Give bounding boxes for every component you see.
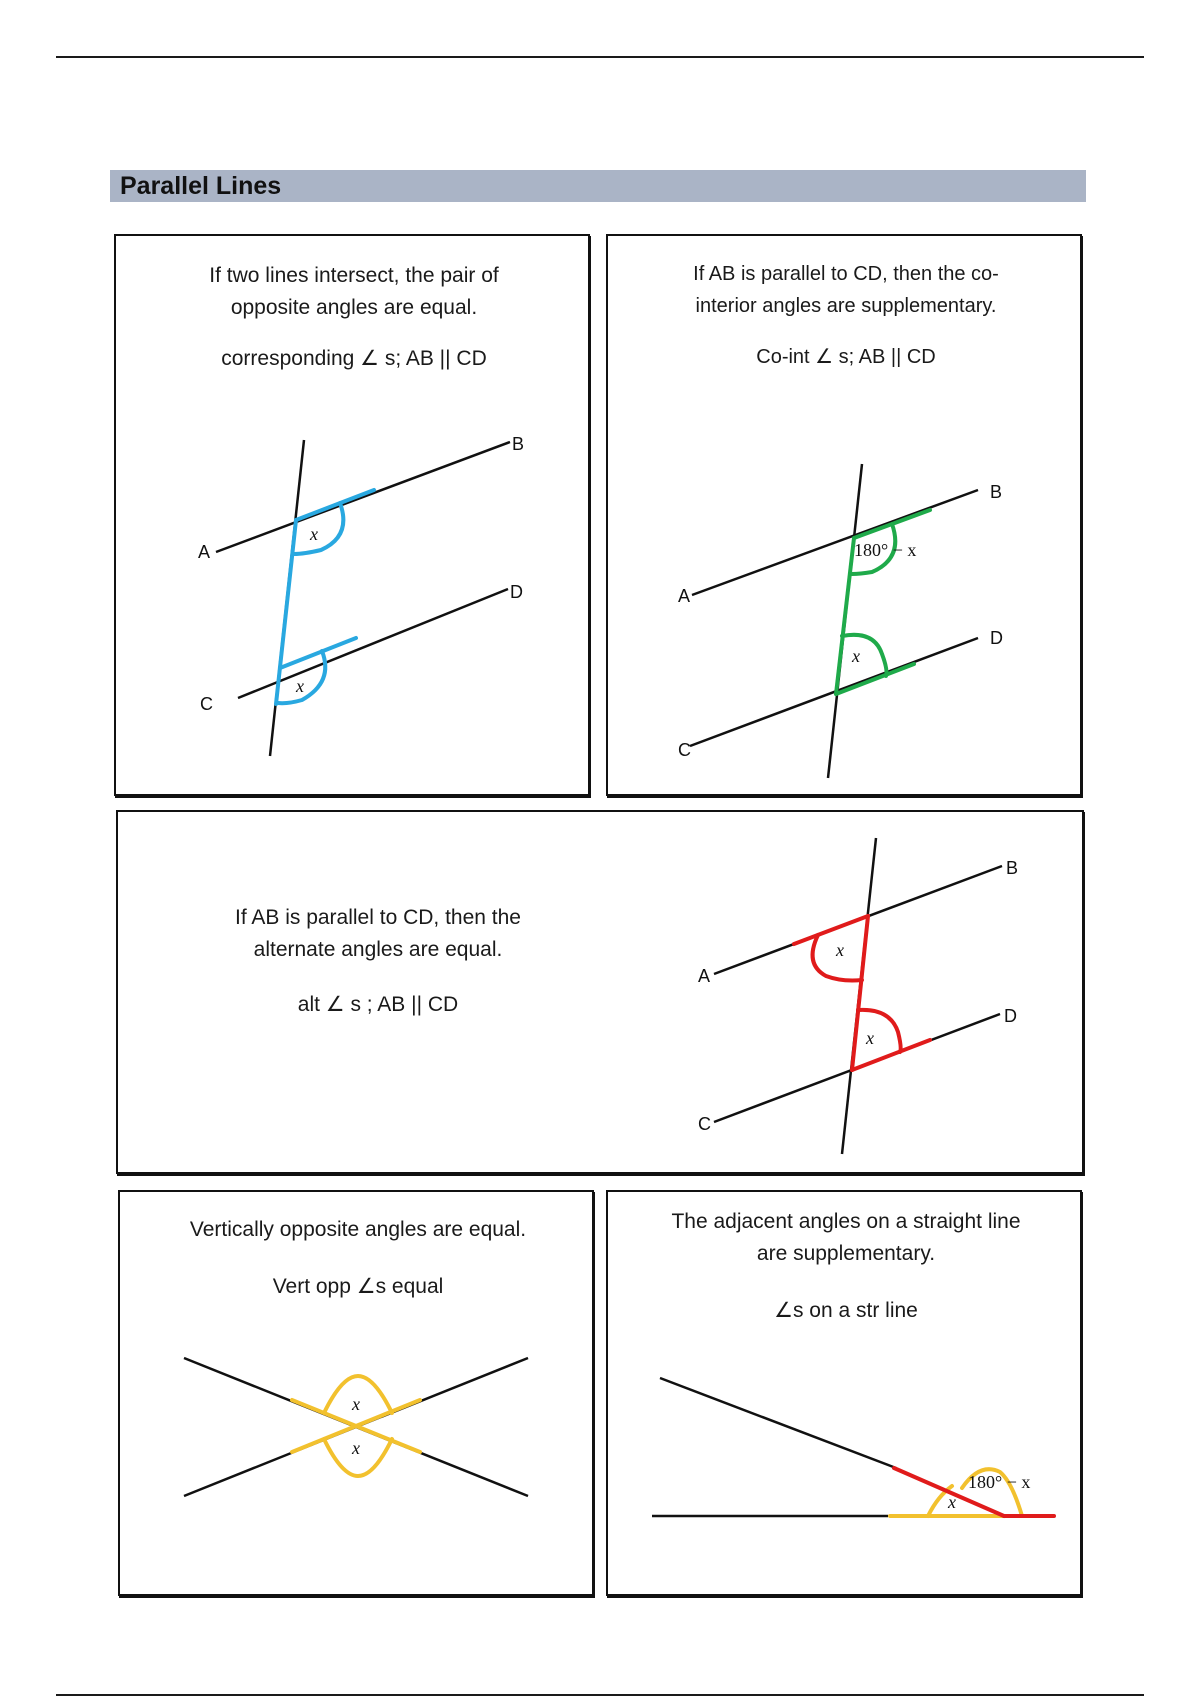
card-vertically-opposite-angles xyxy=(118,1190,594,1596)
card-abbreviation: ∠s on a str line xyxy=(774,1299,918,1322)
label-a: A xyxy=(678,586,691,606)
card-co-interior-angles xyxy=(606,234,1082,796)
card-statement: The adjacent angles on a straight line are supplementary. xyxy=(671,1210,1021,1265)
angle-label-upper: x xyxy=(352,1394,360,1414)
angle-label-lower: x xyxy=(852,646,860,666)
angle-label-upper: x xyxy=(836,940,844,960)
section-title: Parallel Lines xyxy=(110,170,1086,202)
card-abbreviation: alt ∠ s ; AB || CD xyxy=(297,993,459,1016)
line-ab xyxy=(216,442,510,552)
label-c: C xyxy=(200,694,213,714)
card-corresponding-angles xyxy=(114,234,590,796)
highlight-upper-ray xyxy=(794,916,868,944)
angle-arc-lower xyxy=(858,1010,901,1052)
angle-label-upper: 180° − x xyxy=(854,540,917,560)
label-b: B xyxy=(990,482,1003,502)
highlight-upper-ray xyxy=(296,490,374,520)
label-b: B xyxy=(512,434,525,454)
label-a: A xyxy=(198,542,211,562)
alternate-angles-diagram xyxy=(118,812,1086,1176)
card-alternate-angles xyxy=(116,810,1084,1174)
angle-label-upper: x xyxy=(310,524,318,544)
card-statement: If AB is parallel to CD, then the co-interior angles are supplementary. xyxy=(693,263,999,317)
card-abbreviation: corresponding ∠ s; AB || CD xyxy=(221,347,487,370)
highlight-transversal xyxy=(836,538,854,694)
card-abbreviation: Co-int ∠ s; AB || CD xyxy=(756,346,936,368)
highlight-lower-ray xyxy=(852,1040,930,1070)
angle-label-lower: x xyxy=(296,676,304,696)
card-straight-line-angles xyxy=(606,1190,1082,1596)
highlight-lower-ray xyxy=(836,664,914,694)
co-interior-angles-diagram xyxy=(608,236,1084,798)
angle-arc-lower xyxy=(842,635,887,676)
card-statement: If two lines intersect, the pair of opposite angles are equal. xyxy=(209,264,499,319)
slanted-line xyxy=(660,1378,896,1468)
straight-line-diagram xyxy=(608,1192,1084,1598)
angle-label-lower: x xyxy=(866,1028,874,1048)
label-b: B xyxy=(1006,858,1019,878)
label-d: D xyxy=(510,582,523,602)
label-d: D xyxy=(990,628,1003,648)
card-abbreviation: Vert opp ∠s equal xyxy=(272,1275,444,1298)
label-d: D xyxy=(1004,1006,1017,1026)
angle-label-lower: x xyxy=(352,1438,360,1458)
card-statement: Vertically opposite angles are equal. xyxy=(189,1218,527,1241)
top-rule xyxy=(56,56,1144,58)
label-c: C xyxy=(678,740,691,760)
card-statement: If AB is parallel to CD, then the alternate angles are equal. xyxy=(235,906,521,961)
label-c: C xyxy=(698,1114,711,1134)
highlight-lower-ray xyxy=(280,638,356,668)
corresponding-angles-diagram xyxy=(116,236,592,798)
bottom-rule xyxy=(56,1694,1144,1696)
vertically-opposite-diagram xyxy=(120,1192,596,1598)
line-ab xyxy=(692,490,978,595)
label-a: A xyxy=(698,966,711,986)
angle-label-supplement: 180° − x xyxy=(968,1472,1031,1492)
angle-label-x: x xyxy=(948,1492,956,1512)
